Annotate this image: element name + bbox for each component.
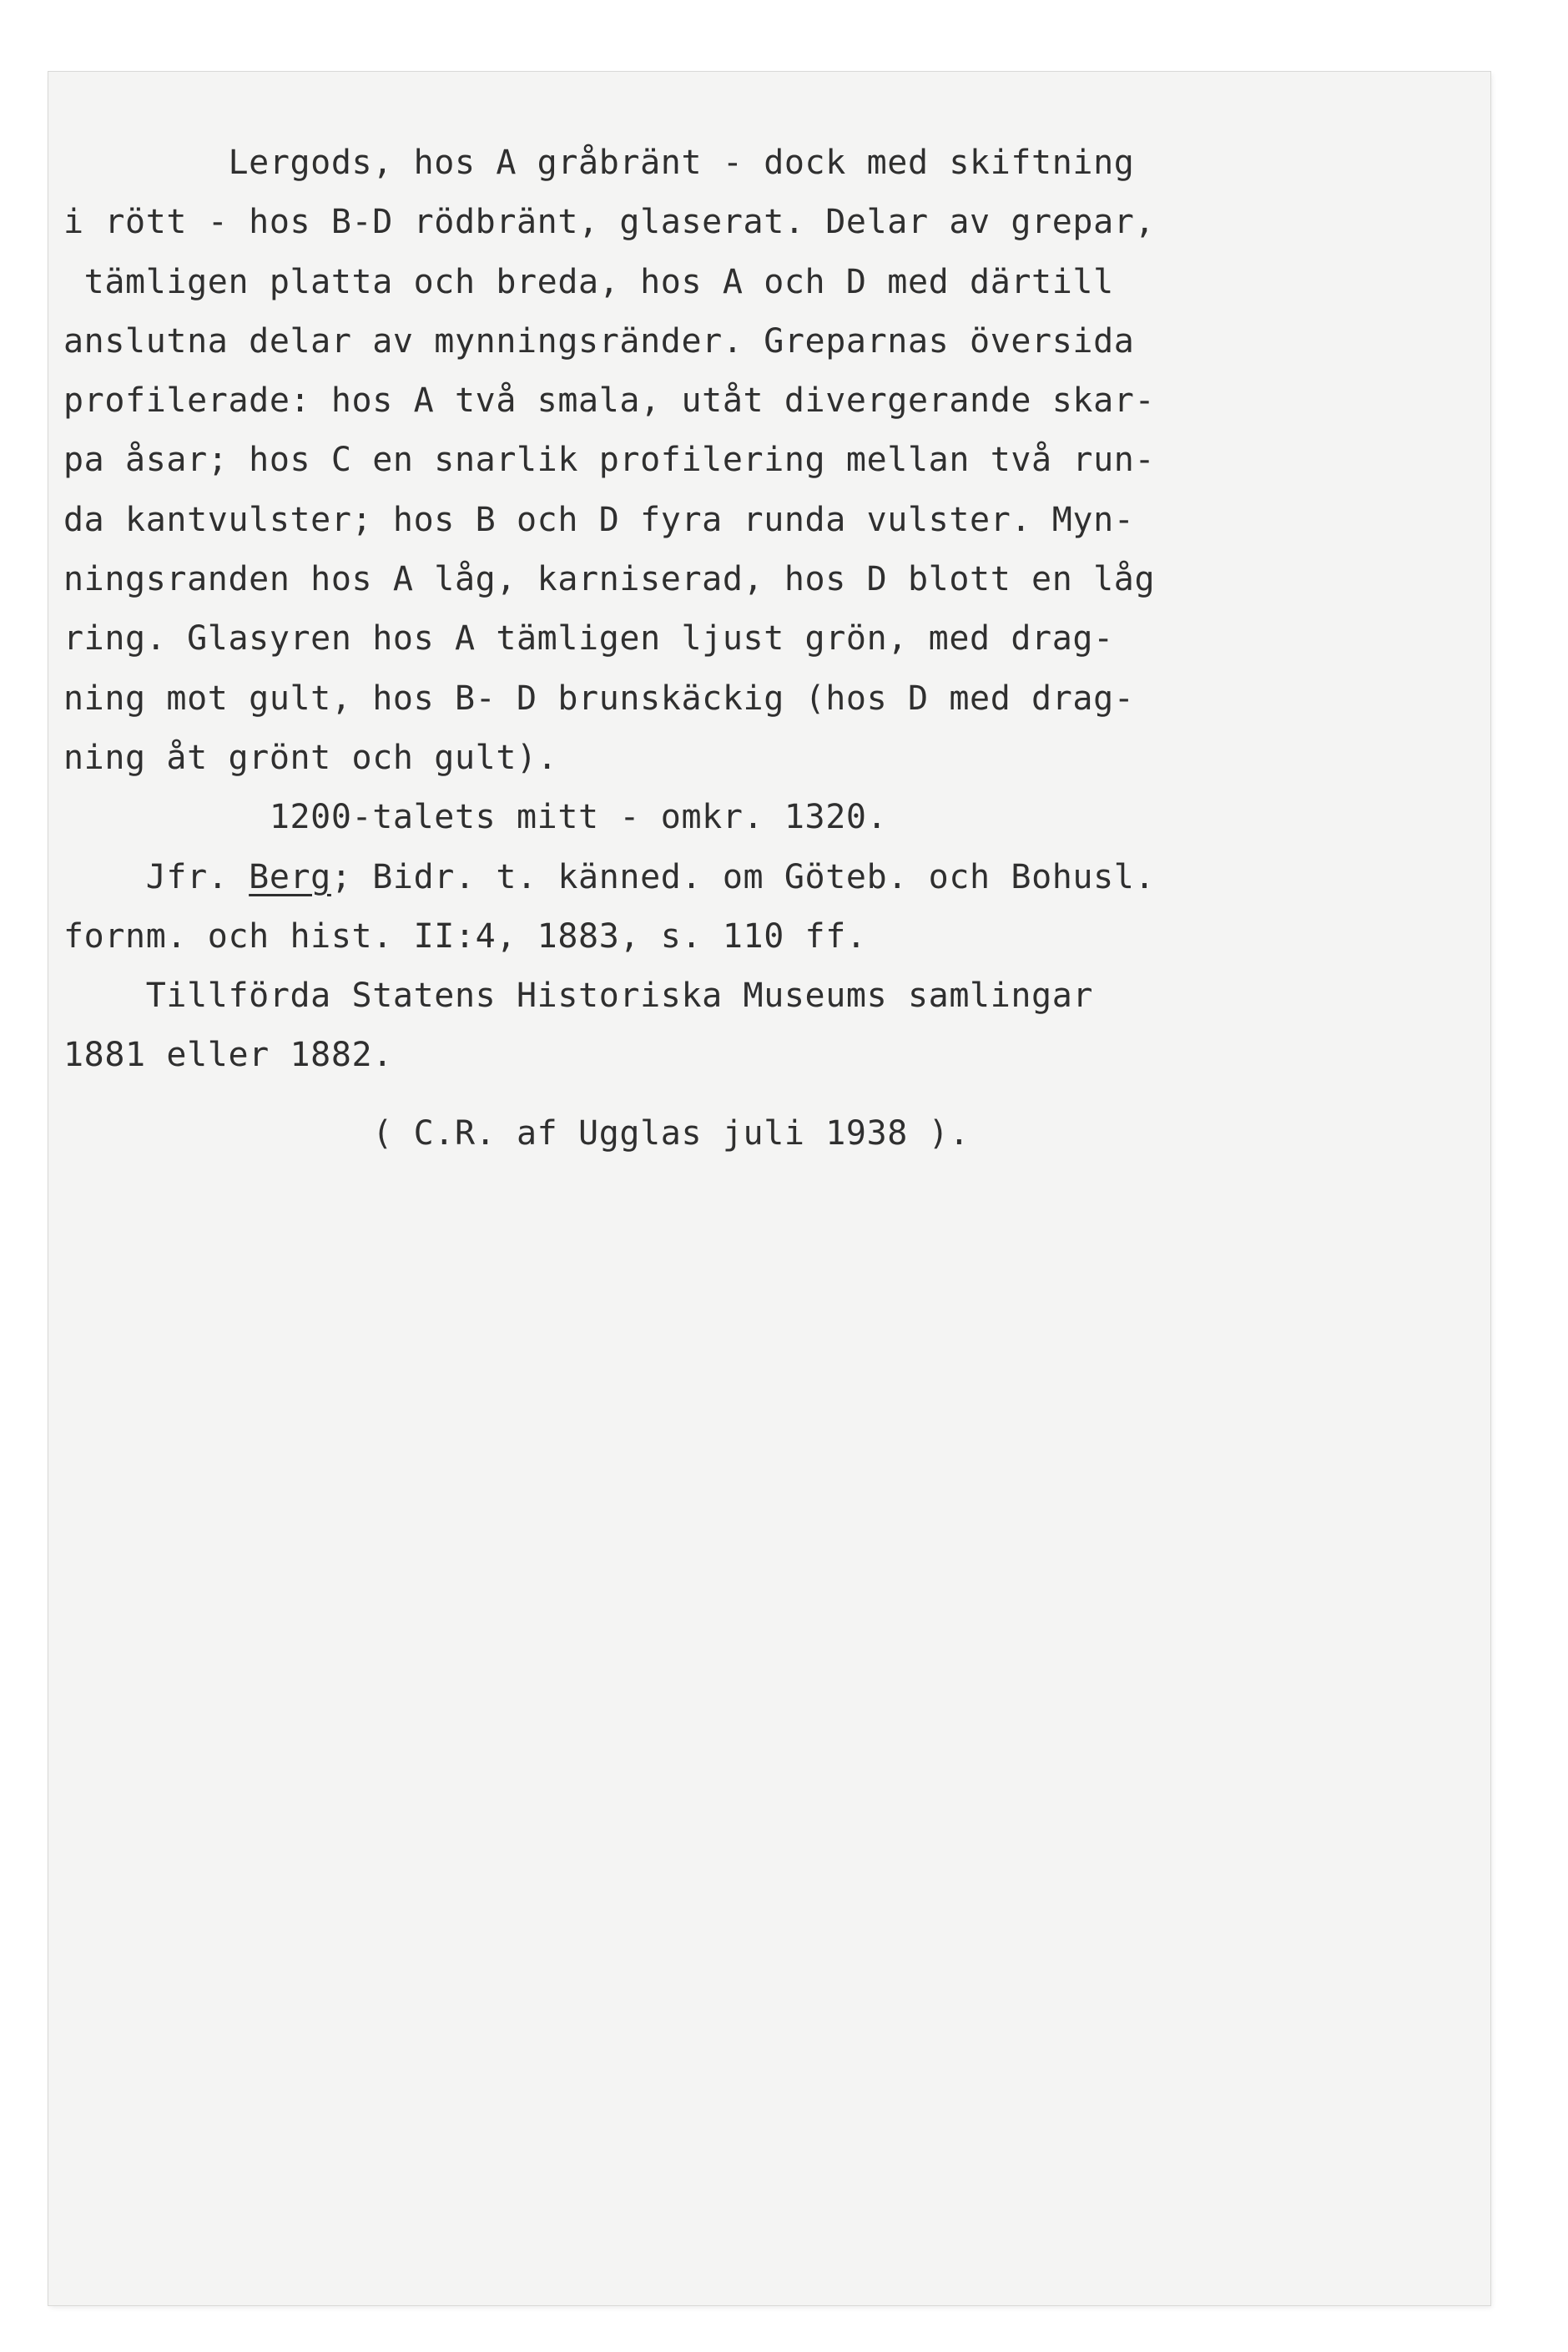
text-line: ning åt grönt och gult). [63,738,558,777]
text-line: profilerade: hos A två smala, utåt divergerande skar- [63,381,1156,421]
text-line: ningsranden hos A låg, karniserad, hos D blott en låg [63,560,1156,599]
signature: ( C.R. af Ugglas juli 1938 ). [63,1113,971,1153]
text-line: pa åsar; hos C en snarlik profilering mellan två run- [63,441,1156,480]
dating-line: 1200-talets mitt - omkr. 1320. [63,798,888,837]
text-line: ning mot gult, hos B- D brunskäckig (hos D med drag- [63,679,1135,718]
text-line: da kantvulster; hos B och D fyra runda vulster. Myn- [63,500,1135,539]
text-line: anslutna delar av mynningsränder. Greparnas översida [63,321,1135,361]
provenance-line-2: 1881 eller 1882. [63,1036,393,1075]
spacer [63,1086,1482,1104]
reference-prefix: Jfr. [63,857,250,896]
reference-author: Berg [249,857,331,896]
text-line: Lergods, hos A gråbränt - dock med skiftning [63,144,1135,182]
reference-line-2: fornm. och hist. II:4, 1883, s. 110 ff. [63,916,867,956]
reference-title: ; Bidr. t. känned. om Göteb. och Bohusl. [330,857,1156,896]
text-line: tämligen platta och breda, hos A och D med därtill [63,262,1114,301]
text-line: ring. Glasyren hos A tämligen ljust grön, med drag- [63,619,1114,659]
provenance-line: Tillförda Statens Historiska Museums samlingar [63,977,1094,1016]
text-line: i rött - hos B-D rödbränt, glaserat. Delar av grepar, [63,203,1156,242]
reference-line [63,848,1482,907]
card-text [63,134,1482,1163]
